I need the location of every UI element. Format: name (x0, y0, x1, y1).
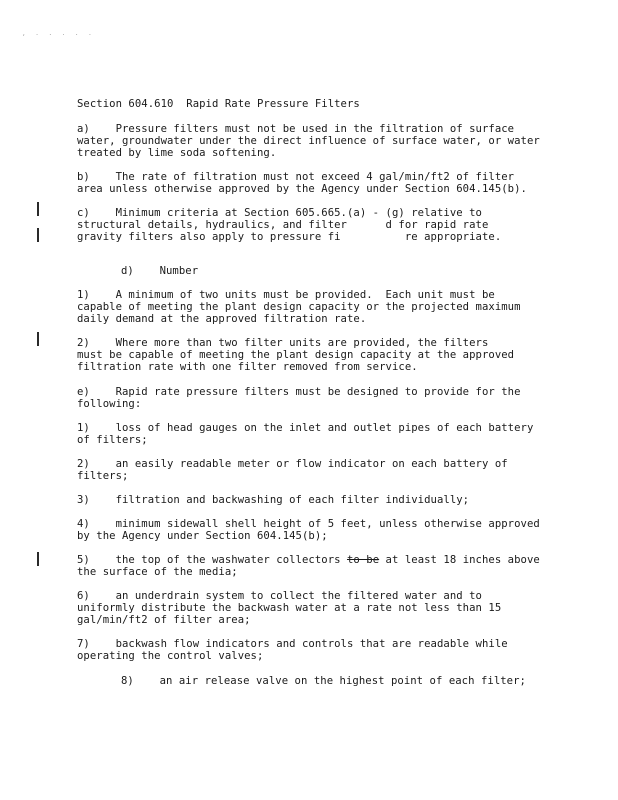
para-a-line: water, groundwater under the direct influence of surface water, or water (77, 135, 540, 147)
para-d2-line: 2) Where more than two filter units are provided, the filters (77, 337, 489, 349)
para-d1-line: 1) A minimum of two units must be provided. Each unit must be (77, 289, 495, 301)
item-5-struck-text: to be (346, 554, 380, 566)
para-d2-line: filtration rate with one filter removed from service. (77, 361, 418, 373)
para-e-line: following: (77, 398, 142, 410)
item-6-line: 6) an underdrain system to collect the filtered water and to (77, 590, 482, 602)
item-2-line: 2) an easily readable meter or flow indicator on each battery of (77, 458, 508, 470)
item-6-line: gal/min/ft2 of filter area; (77, 614, 251, 626)
para-d1-line: capable of meeting the plant design capacity or the projected maximum (77, 301, 521, 313)
item-4-line: 4) minimum sidewall shell height of 5 feet, unless otherwise approved (77, 518, 540, 530)
item-5-text-pre: 5) the top of the washwater collectors (77, 554, 347, 566)
para-c-line: c) Minimum criteria at Section 605.665.(a) - (g) relative to (77, 207, 482, 219)
item-5-line: the surface of the media; (77, 566, 238, 578)
item-3-line: 3) filtration and backwashing of each filter individually; (77, 494, 470, 506)
item-5-line (77, 554, 540, 566)
item-6-line: uniformly distribute the backwash water at a rate not less than 15 (77, 602, 502, 614)
section-heading: Section 604.610 Rapid Rate Pressure Filters (77, 98, 360, 110)
para-d1-line: daily demand at the approved filtration rate. (77, 313, 367, 325)
item-7-line: 7) backwash flow indicators and controls that are readable while (77, 638, 508, 650)
revision-bar (37, 202, 39, 216)
scan-speck: , . . . . . (22, 30, 95, 37)
para-c-line: gravity filters also apply to pressure fi re appropriate. (77, 231, 502, 243)
para-a-line: treated by lime soda softening. (77, 147, 277, 159)
item-7-line: operating the control valves; (77, 650, 264, 662)
para-c-line: structural details, hydraulics, and filter d for rapid rate (77, 219, 489, 231)
revision-bar (37, 228, 39, 242)
para-a-line: a) Pressure filters must not be used in the filtration of surface (77, 123, 515, 135)
para-d-heading: d) Number (121, 265, 199, 277)
para-b-line: b) The rate of filtration must not exceed 4 gal/min/ft2 of filter (77, 171, 515, 183)
item-5-text-post: at least 18 inches above (379, 554, 540, 566)
revision-bar (37, 332, 39, 346)
revision-bar (37, 552, 39, 566)
item-2-line: filters; (77, 470, 129, 482)
item-4-line: by the Agency under Section 604.145(b); (77, 530, 328, 542)
para-e-line: e) Rapid rate pressure filters must be designed to provide for the (77, 386, 521, 398)
para-b-line: area unless otherwise approved by the Agency under Section 604.145(b). (77, 183, 527, 195)
item-1-line: of filters; (77, 434, 148, 446)
para-d2-line: must be capable of meeting the plant design capacity at the approved (77, 349, 515, 361)
item-8-line: 8) an air release valve on the highest point of each filter; (121, 675, 526, 687)
item-1-line: 1) loss of head gauges on the inlet and outlet pipes of each battery (77, 422, 534, 434)
